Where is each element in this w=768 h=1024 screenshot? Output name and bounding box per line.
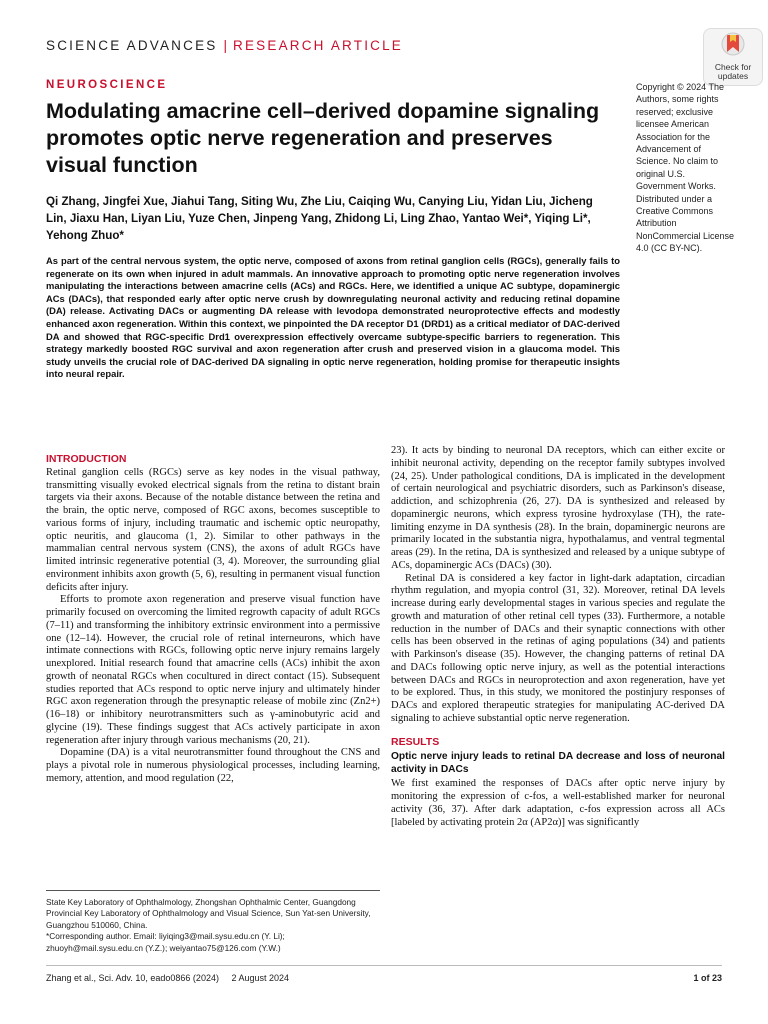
affiliation-divider	[46, 890, 380, 891]
journal-header	[46, 38, 403, 53]
intro-paragraph-2: Efforts to promote axon regeneration and preserve visual function have primarily focused on overcoming the limited regrowth capacity of adult RGCs (7–11) and transforming the inhibitory extrinsic environment into a permissive one (12–14). However, the crucial role of retinal interneurons, which have intimate connections with RGCs, following optic nerve injury remains largely unexplored. Initial research found that amacrine cells (ACs) inhibit the axon growth of neonatal RGCs when cocultured in direct contact (15). Subsequent studies reported that ACs respond to optic nerve injury and ultimately hinder RGC axon regeneration through the presynaptic release of mobile zinc (Zn2+) (16–18) or inhibitory neurotransmitters such as γ-aminobutyric acid and glycine (19). These findings suggest that ACs actively participate in axon regeneration after injury through various mechanisms (20, 21).	[46, 594, 380, 746]
abstract: As part of the central nervous system, the optic nerve, composed of axons from retinal ganglion cells (RGCs), generally fails to regenerate on its own when injured in adult mammals. An innovative approach to promoting optic nerve regeneration involves manipulating the interactions between amacrine cells (ACs) and RGCs. Here, we identified a unique AC subtype, dopaminergic ACs (DACs), that responded early after optic nerve crush by downregulating neuronal activity and reducing retinal dopamine (DA) release. Activating DACs or augmenting DA release with levodopa demonstrated neuroprotective effects and modestly enhanced axon regeneration. Within this context, we pinpointed the DA receptor D1 (DRD1) as a critical mediator of DAC-derived DA and showed that RGC-specific Drd1 overexpression effectively overcame subtype-specific barriers to regeneration. This strategy markedly boosted RGC survival and axon regeneration after crush and preserved vision in a glaucoma model. This study unveils the crucial role of DAC-derived DA signaling in optic nerve regeneration, holding promise for therapeutic insights into neural repair.	[46, 255, 620, 380]
bookmark-icon	[721, 32, 745, 58]
article-title: Modulating amacrine cell–derived dopamine signaling promotes optic nerve regeneration and preserves visual function	[46, 99, 600, 177]
footer-divider	[46, 965, 722, 966]
affiliations	[46, 897, 380, 954]
copyright-notice: Copyright © 2024 The Authors, some rights reserved; exclusive licensee American Association for the Advancement of Science. No claim to original U.S. Government Works. Distributed under a Creative Commons Attribution NonCommercial License 4.0 (CC BY-NC).	[636, 82, 735, 254]
author-list: Qi Zhang, Jingfei Xue, Jiahui Tang, Siting Wu, Zhe Liu, Caiqing Wu, Canying Liu, Yidan Liu, Jicheng Lin, Jiaxu Han, Liyan Liu, Yuze Chen, Jinpeng Yang, Zhidong Li, Ling Zhao, Yantao Wei*, Yiqing Li*, Yehong Zhuo*	[46, 195, 593, 242]
affiliation-address: State Key Laboratory of Ophthalmology, Zhongshan Ophthalmic Center, Guangdong Provincial Key Laboratory of Ophthalmology and Visual Science, Sun Yat-sen University, Guangzhou 510060, China.	[46, 897, 371, 930]
corresponding-author: *Corresponding author. Email: liyiqing3@mail.sysu.edu.cn (Y. Li); zhuoyh@mail.sysu.edu.cn (Y.Z.); weiyantao75@126.com (Y.W.)	[46, 931, 285, 953]
right-column	[391, 445, 725, 829]
journal-name: SCIENCE ADVANCES	[46, 38, 218, 53]
intro-paragraph-3: Dopamine (DA) is a vital neurotransmitter found throughout the CNS and plays a pivotal role in numerous physiological processes, including learning, memory, attention, and mood regulation (22,	[46, 747, 380, 784]
footer-citation: Zhang et al., Sci. Adv. 10, eado0866 (2024) 2 August 2024	[46, 973, 290, 983]
page-number: 1 of 23	[693, 973, 722, 983]
article-type: RESEARCH ARTICLE	[233, 38, 404, 53]
badge-line-2: updates	[717, 71, 749, 81]
check-for-updates-badge[interactable]	[703, 28, 763, 86]
introduction-heading: INTRODUCTION	[46, 453, 127, 465]
results-paragraph-1: We first examined the responses of DACs after optic nerve injury by monitoring the expression of c-fos, a well-established marker for neuronal activity (36, 37). After dark adaptation, c-fos expression across all ACs [labeled by activating protein 2α (AP2α)] was significantly	[391, 778, 725, 828]
right-paragraph-2: Retinal DA is considered a key factor in light-dark adaptation, circadian rhythm regulation, and myopia control (31, 32). Moreover, retinal DA levels increase during early developmental stages in various species and regulate the growth and maturation of other retinal cell types (33). Furthermore, a notable reduction in the number of DACs and their synaptic connections with other cells has been observed in the retinas of aging populations (34) and patients with Parkinson's disease (35). However, the changing patterns of retinal DA and DACs following optic nerve injury, as well as the potential interactions between DACs and RGCs in neuroprotection and axon regeneration, have yet to be explored. Thus, in this study, we monitored the postinjury responses of DACs and explored therapeutic strategies for manipulating AC-derived DA signaling to achieve substantial optic nerve regeneration.	[391, 572, 725, 724]
header-separator: |	[223, 38, 228, 53]
results-subheading: Optic nerve injury leads to retinal DA decrease and loss of neuronal activity in DACs	[391, 751, 725, 776]
left-column	[46, 453, 380, 786]
badge-line-1: Check for	[714, 62, 752, 72]
right-paragraph-1: 23). It acts by binding to neuronal DA receptors, which can either excite or inhibit neuronal activity, depending on the receptor family subtypes involved (24, 25). Under pathological conditions, DA is implicated in the development of certain neurological and psychiatric disorders, such as Parkinson's disease, addiction, and schizophrenia (26, 27). DA is synthesized and released by dopaminergic neurons, which express tyrosine hydroxylase (TH), the rate-limiting enzyme in DA synthesis (28). In the brain, dopaminergic neurons are primarily located in the substantia nigra, hypothalamus, and ventral tegmental areas (29). In the retina, DA is synthesized and released by a unique subtype of ACs, dopaminergic ACs (DACs) (30).	[391, 445, 725, 571]
section-label: NEUROSCIENCE	[46, 79, 168, 91]
intro-paragraph-1: Retinal ganglion cells (RGCs) serve as key nodes in the visual pathway, transmitting visually evoked electrical signals from the retina to distant brain targets via their axons. Because of the notable distance between the retina and the brain, the optic nerve, composed of RGC axons, becomes susceptible to various forms of injury, including traumatic and ischemic optic neuropathy, optic neuritis, and glaucoma (1, 2). Similar to other pathways in the mammalian central nervous system (CNS), the axons of adult RGCs have limited intrinsic regenerative potential (3, 4). Moreover, the surrounding glial environment inhibits axon growth (5, 6), resulting in permanent visual function deficits after injury.	[46, 466, 380, 593]
results-heading: RESULTS	[391, 735, 440, 748]
